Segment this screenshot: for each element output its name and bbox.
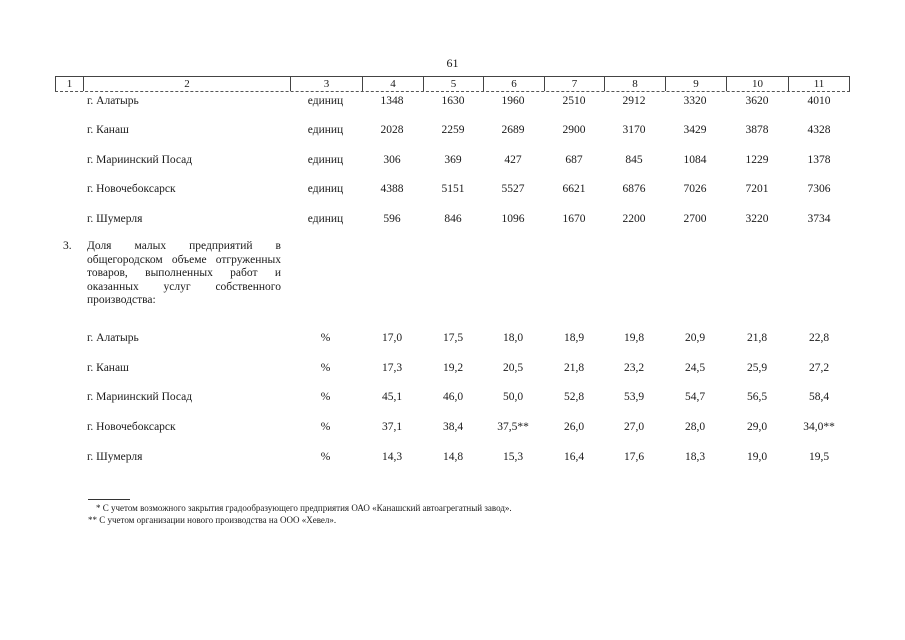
value-cell: 7306 bbox=[807, 183, 831, 195]
value-cell: 306 bbox=[383, 154, 401, 166]
column-header-1: 1 bbox=[55, 77, 83, 91]
row-label: г. Шумерля bbox=[87, 213, 143, 225]
value-cell: 17,5 bbox=[442, 332, 464, 344]
value-cell: 1348 bbox=[380, 95, 404, 107]
value-cell: 2689 bbox=[501, 124, 525, 136]
value-cell: 20,5 bbox=[502, 362, 524, 374]
value-cell: 28,0 bbox=[684, 421, 706, 433]
unit-cell: единиц bbox=[307, 213, 344, 225]
value-cell: 3734 bbox=[807, 213, 831, 225]
column-header-2: 2 bbox=[83, 77, 290, 91]
value-cell: 2028 bbox=[380, 124, 404, 136]
value-cell: 18,3 bbox=[684, 451, 706, 463]
value-cell: 3170 bbox=[622, 124, 646, 136]
value-cell: 4388 bbox=[380, 183, 404, 195]
value-cell: 18,9 bbox=[563, 332, 585, 344]
value-cell: 687 bbox=[565, 154, 583, 166]
column-header-10: 10 bbox=[726, 77, 788, 91]
value-cell: 50,0 bbox=[502, 391, 524, 403]
table-header bbox=[55, 76, 850, 92]
value-cell: 369 bbox=[444, 154, 462, 166]
value-cell: 24,5 bbox=[684, 362, 706, 374]
value-cell: 21,8 bbox=[563, 362, 585, 374]
value-cell: 1670 bbox=[562, 213, 586, 225]
value-cell: 20,9 bbox=[684, 332, 706, 344]
value-cell: 1378 bbox=[807, 154, 831, 166]
value-cell: 1096 bbox=[501, 213, 525, 225]
value-cell: 25,9 bbox=[746, 362, 768, 374]
column-header-8: 8 bbox=[604, 77, 665, 91]
unit-cell: % bbox=[320, 362, 331, 374]
value-cell: 19,5 bbox=[808, 451, 830, 463]
column-header-3: 3 bbox=[290, 77, 362, 91]
row-label: г. Алатырь bbox=[87, 95, 139, 107]
unit-cell: % bbox=[320, 391, 331, 403]
value-cell: 3220 bbox=[745, 213, 769, 225]
value-cell: 54,7 bbox=[684, 391, 706, 403]
value-cell: 1229 bbox=[745, 154, 769, 166]
unit-cell: % bbox=[320, 332, 331, 344]
value-cell: 19,8 bbox=[623, 332, 645, 344]
value-cell: 3878 bbox=[745, 124, 769, 136]
value-cell: 22,8 bbox=[808, 332, 830, 344]
value-cell: 23,2 bbox=[623, 362, 645, 374]
value-cell: 7201 bbox=[745, 183, 769, 195]
value-cell: 17,3 bbox=[381, 362, 403, 374]
value-cell: 27,2 bbox=[808, 362, 830, 374]
row-label: г. Новочебоксарск bbox=[87, 421, 176, 433]
page-number: 61 bbox=[446, 56, 459, 70]
row-label: г. Мариинский Посад bbox=[87, 154, 193, 166]
column-header-7: 7 bbox=[544, 77, 604, 91]
section-title: Доля малых предприятий в общегородском объеме отгруженных товаров, выполненных работ и оказанных услуг собственного производства: bbox=[87, 240, 281, 306]
value-cell: 37,5** bbox=[497, 421, 529, 433]
value-cell: 26,0 bbox=[563, 421, 585, 433]
value-cell: 2912 bbox=[622, 95, 646, 107]
value-cell: 19,2 bbox=[442, 362, 464, 374]
unit-cell: единиц bbox=[307, 183, 344, 195]
column-header-9: 9 bbox=[665, 77, 726, 91]
footnote-divider bbox=[88, 499, 130, 500]
unit-cell: единиц bbox=[307, 124, 344, 136]
value-cell: 596 bbox=[383, 213, 401, 225]
table-row bbox=[55, 450, 850, 464]
value-cell: 52,8 bbox=[563, 391, 585, 403]
value-cell: 46,0 bbox=[442, 391, 464, 403]
value-cell: 16,4 bbox=[563, 451, 585, 463]
row-label: г. Мариинский Посад bbox=[87, 391, 193, 403]
value-cell: 4010 bbox=[807, 95, 831, 107]
column-header-4: 4 bbox=[362, 77, 423, 91]
value-cell: 3620 bbox=[745, 95, 769, 107]
value-cell: 1630 bbox=[441, 95, 465, 107]
value-cell: 45,1 bbox=[381, 391, 403, 403]
footnote-2: ** С учетом организации нового производства на ООО «Хевел». bbox=[88, 515, 337, 525]
table-row bbox=[55, 94, 850, 108]
table-row bbox=[55, 212, 850, 226]
row-label: г. Алатырь bbox=[87, 332, 139, 344]
table-row bbox=[55, 390, 850, 404]
table-row bbox=[55, 153, 850, 167]
value-cell: 2200 bbox=[622, 213, 646, 225]
value-cell: 56,5 bbox=[746, 391, 768, 403]
column-header-11: 11 bbox=[788, 77, 850, 91]
row-label: г. Канаш bbox=[87, 362, 129, 374]
unit-cell: % bbox=[320, 451, 331, 463]
value-cell: 1960 bbox=[501, 95, 525, 107]
value-cell: 6876 bbox=[622, 183, 646, 195]
value-cell: 21,8 bbox=[746, 332, 768, 344]
value-cell: 18,0 bbox=[502, 332, 524, 344]
unit-cell: единиц bbox=[307, 154, 344, 166]
value-cell: 846 bbox=[444, 213, 462, 225]
table-row bbox=[55, 420, 850, 434]
value-cell: 58,4 bbox=[808, 391, 830, 403]
table-row bbox=[55, 361, 850, 375]
value-cell: 845 bbox=[625, 154, 643, 166]
value-cell: 5527 bbox=[501, 183, 525, 195]
value-cell: 3429 bbox=[683, 124, 707, 136]
value-cell: 37,1 bbox=[381, 421, 403, 433]
value-cell: 14,8 bbox=[442, 451, 464, 463]
value-cell: 53,9 bbox=[623, 391, 645, 403]
value-cell: 2259 bbox=[441, 124, 465, 136]
value-cell: 5151 bbox=[441, 183, 465, 195]
value-cell: 3320 bbox=[683, 95, 707, 107]
value-cell: 29,0 bbox=[746, 421, 768, 433]
value-cell: 34,0** bbox=[803, 421, 835, 433]
value-cell: 2510 bbox=[562, 95, 586, 107]
value-cell: 2900 bbox=[562, 124, 586, 136]
value-cell: 2700 bbox=[683, 213, 707, 225]
row-label: г. Канаш bbox=[87, 124, 129, 136]
value-cell: 427 bbox=[504, 154, 522, 166]
column-header-5: 5 bbox=[423, 77, 483, 91]
value-cell: 17,6 bbox=[623, 451, 645, 463]
value-cell: 38,4 bbox=[442, 421, 464, 433]
footnote-1: * С учетом возможного закрытия градообразующего предприятия ОАО «Канашский автоагрегатный завод». bbox=[96, 503, 512, 513]
table-row bbox=[55, 182, 850, 196]
unit-cell: % bbox=[320, 421, 331, 433]
value-cell: 19,0 bbox=[746, 451, 768, 463]
table-row bbox=[55, 331, 850, 345]
row-label: г. Шумерля bbox=[87, 451, 143, 463]
row-label: г. Новочебоксарск bbox=[87, 183, 176, 195]
unit-cell: единиц bbox=[307, 95, 344, 107]
table-row bbox=[55, 123, 850, 137]
value-cell: 15,3 bbox=[502, 451, 524, 463]
value-cell: 4328 bbox=[807, 124, 831, 136]
value-cell: 14,3 bbox=[381, 451, 403, 463]
value-cell: 7026 bbox=[683, 183, 707, 195]
value-cell: 17,0 bbox=[381, 332, 403, 344]
value-cell: 1084 bbox=[683, 154, 707, 166]
value-cell: 27,0 bbox=[623, 421, 645, 433]
value-cell: 6621 bbox=[562, 183, 586, 195]
column-header-6: 6 bbox=[483, 77, 544, 91]
section-number: 3. bbox=[63, 240, 72, 252]
